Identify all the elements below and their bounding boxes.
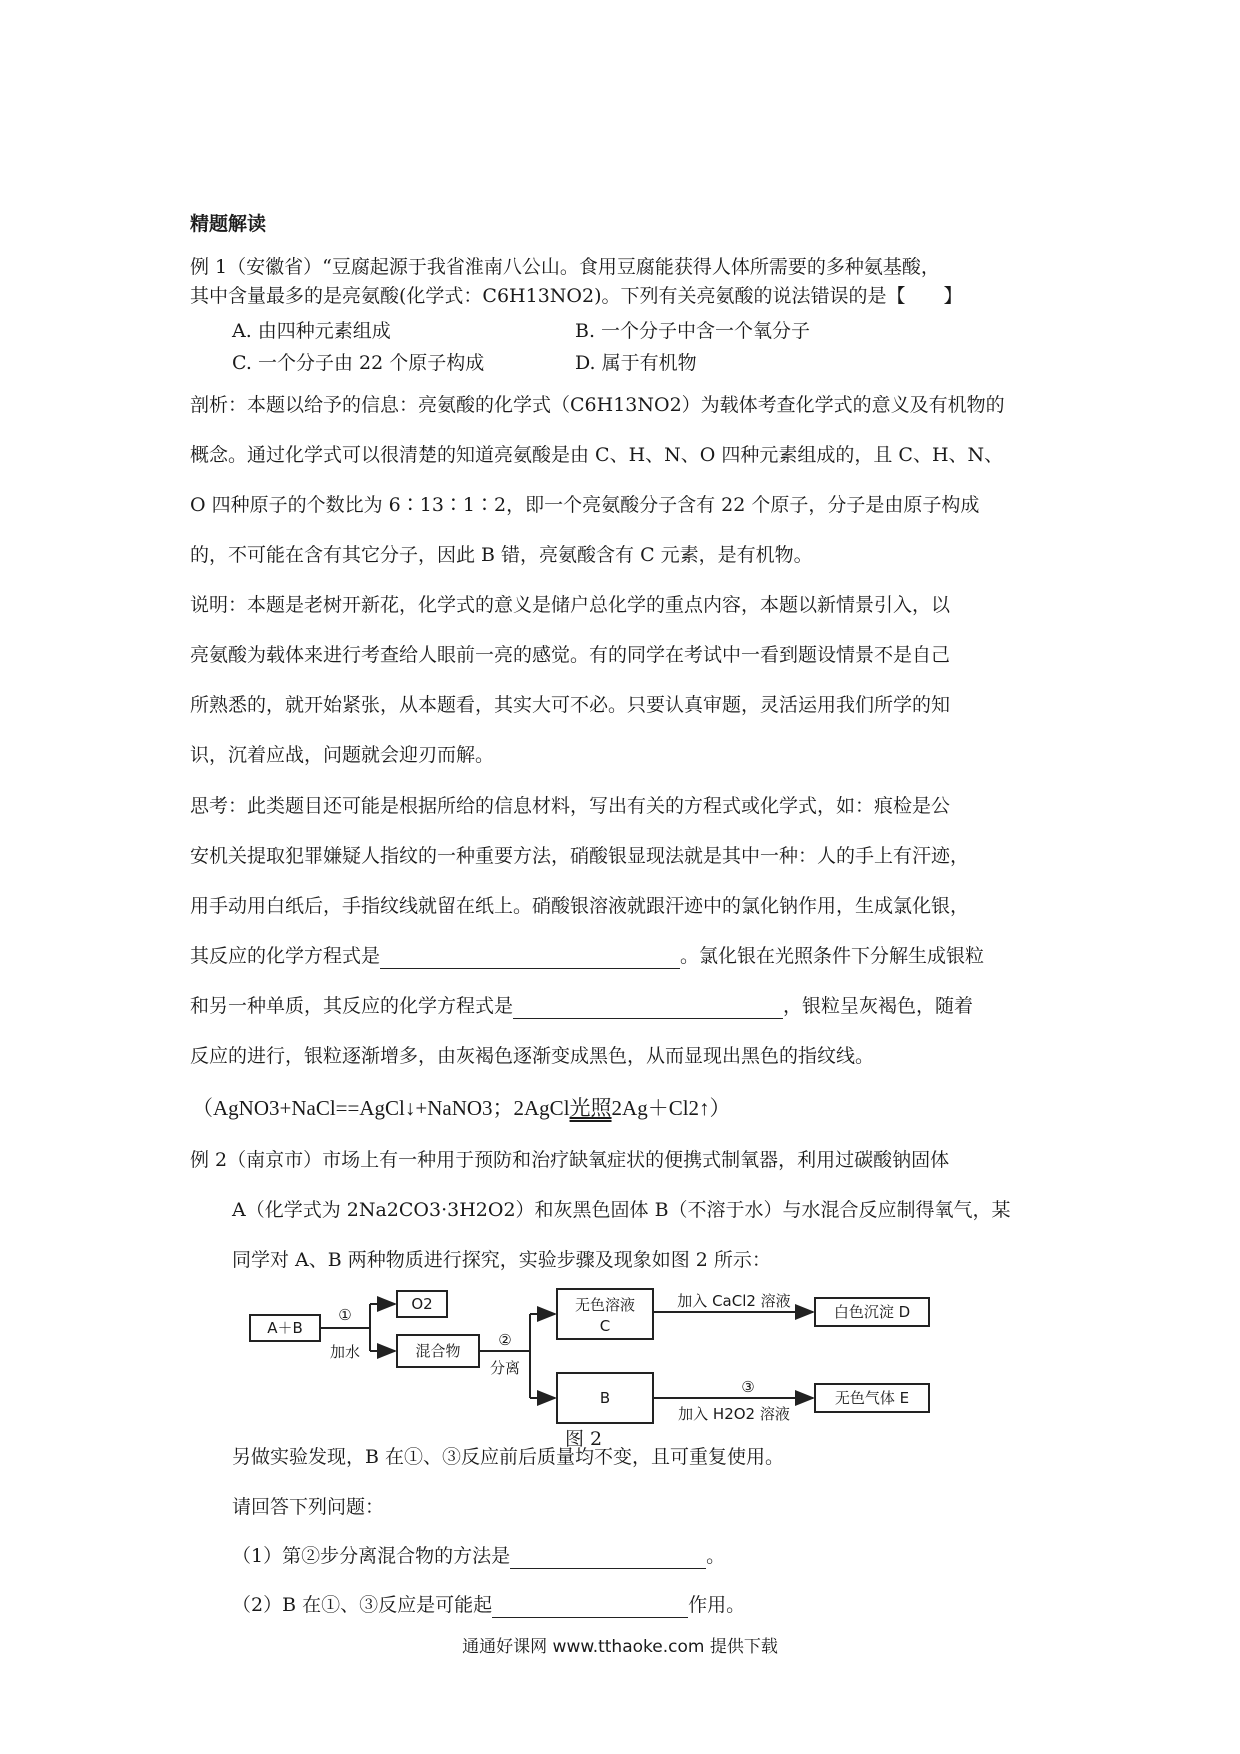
think-line5-start: 和另一种单质，其反应的化学方程式是 [190, 995, 514, 1017]
note-line2: 亮氨酸为载体来进行考查给人眼前一亮的感觉。有的同学在考试中一看到题设情景不是自己 [190, 644, 951, 666]
label-white-precipitate-d: 白色沉淀 D [833, 1303, 911, 1321]
label-add-water: 加水 [329, 1343, 361, 1361]
label-step3: ③ [741, 1378, 755, 1396]
example1-line2: 其中含量最多的是亮氨酸(化学式：C6H13NO2)。下列有关亮氨酸的说法错误的是【 】 [190, 285, 963, 307]
figure-caption: 图 2 [565, 1428, 603, 1450]
question-1-text: （1）第②步分离混合物的方法是 [232, 1545, 511, 1567]
analysis-line4: 的，不可能在含有其它分子，因此 B 错，亮氨酸含有 C 元素，是有机物。 [190, 544, 813, 566]
example2-line5: 请回答下列问题： [232, 1496, 385, 1518]
analysis-line1: 剖析：本题以给予的信息：亮氨酸的化学式（C6H13NO2）为载体考查化学式的意义及有机物的 [190, 394, 1005, 416]
example2-line3: 同学对 A、B 两种物质进行探究，实验步骤及现象如图 2 所示： [232, 1249, 771, 1271]
example2-line1: 例 2（南京市）市场上有一种用于预防和治疗缺氧症状的便携式制氧器，利用过碳酸钠固体 [190, 1149, 950, 1171]
answer-blank-1[interactable] [380, 948, 680, 969]
question-1 [232, 1543, 725, 1569]
analysis-line3: O 四种原子的个数比为 6∶13∶1∶2，即一个亮氨酸分子含有 22 个原子，分子是由原子构成 [190, 494, 980, 516]
think-line5-end: ，银粒呈灰褐色，随着 [783, 995, 974, 1017]
option-a: A. 由四种元素组成 [232, 320, 391, 342]
note-line3: 所熟悉的，就开始紧张，从本题看，其实大可不必。只要认真审题，灵活运用我们所学的知 [190, 694, 951, 716]
question-1-blank[interactable] [510, 1548, 706, 1569]
think-line3: 用手动用白纸后，手指纹线就留在纸上。硝酸银溶液就跟汗迹中的氯化钠作用，生成氯化银， [190, 895, 970, 917]
question-2-end: 作用。 [688, 1594, 746, 1616]
example2-line4: 另做实验发现，B 在①、③反应前后质量均不变，且可重复使用。 [232, 1446, 785, 1468]
label-b: B [599, 1389, 611, 1407]
label-add-h2o2: 加入 H2O2 溶液 [678, 1405, 790, 1423]
page-footer: 通通好课网 www.tthaoke.com 提供下载 [462, 1637, 778, 1657]
reaction-condition: 光照 [569, 1096, 612, 1120]
section-title: 精题解读 [190, 213, 267, 235]
question-2-blank[interactable] [492, 1597, 688, 1618]
note-line1: 说明：本题是老树开新花，化学式的意义是储户总化学的重点内容，本题以新情景引入，以 [190, 594, 951, 616]
label-mixture: 混合物 [415, 1342, 461, 1360]
think-line4-start: 其反应的化学方程式是 [190, 945, 381, 967]
label-colorless-gas-e: 无色气体 E [834, 1389, 910, 1407]
example1-line1: 例 1（安徽省）“豆腐起源于我省淮南八公山。食用豆腐能获得人体所需要的多种氨基酸， [190, 256, 940, 278]
reference-answer [192, 1095, 731, 1121]
label-o2: O2 [411, 1295, 433, 1313]
think-line1: 思考：此类题目还可能是根据所给的信息材料，写出有关的方程式或化学式，如：痕检是公 [190, 795, 951, 817]
answer-part1: （AgNO3+NaCl==AgCl↓+NaNO3；2AgCl [192, 1096, 570, 1120]
option-c: C. 一个分子由 22 个原子构成 [232, 352, 485, 374]
question-1-end: 。 [706, 1545, 726, 1567]
note-line4: 识，沉着应战，问题就会迎刃而解。 [190, 744, 495, 766]
think-line4-end: 。氯化银在光照条件下分解生成银粒 [680, 945, 985, 967]
label-add-cacl2: 加入 CaCl2 溶液 [677, 1292, 791, 1310]
label-c: C [599, 1317, 611, 1335]
analysis-line2: 概念。通过化学式可以很清楚的知道亮氨酸是由 C、H、N、O 四种元素组成的，且 C、H、N、 [190, 444, 1004, 466]
option-b: B. 一个分子中含一个氧分子 [575, 320, 811, 342]
question-2 [232, 1592, 745, 1618]
think-line5 [190, 993, 973, 1019]
answer-blank-2[interactable] [513, 998, 783, 1019]
label-step1: ① [338, 1306, 352, 1324]
example2-line2: A（化学式为 2Na2CO3·3H2O2）和灰黑色固体 B（不溶于水）与水混合反应制得氧气，某 [232, 1199, 1011, 1221]
label-ab: A＋B [267, 1319, 303, 1337]
think-line2: 安机关提取犯罪嫌疑人指纹的一种重要方法，硝酸银显现法就是其中一种：人的手上有汗迹， [190, 845, 970, 867]
think-line4 [190, 943, 984, 969]
answer-part2: 2Ag＋Cl2↑） [611, 1096, 731, 1120]
label-colorless-solution: 无色溶液 [574, 1296, 636, 1314]
question-2-text: （2）B 在①、③反应是可能起 [232, 1594, 493, 1616]
experiment-flow-diagram [240, 1285, 960, 1445]
label-step2: ② [498, 1331, 512, 1349]
option-d: D. 属于有机物 [575, 352, 697, 374]
label-separate: 分离 [489, 1359, 521, 1377]
think-line6: 反应的进行，银粒逐渐增多，由灰褐色逐渐变成黑色，从而显现出黑色的指纹线。 [190, 1045, 875, 1067]
